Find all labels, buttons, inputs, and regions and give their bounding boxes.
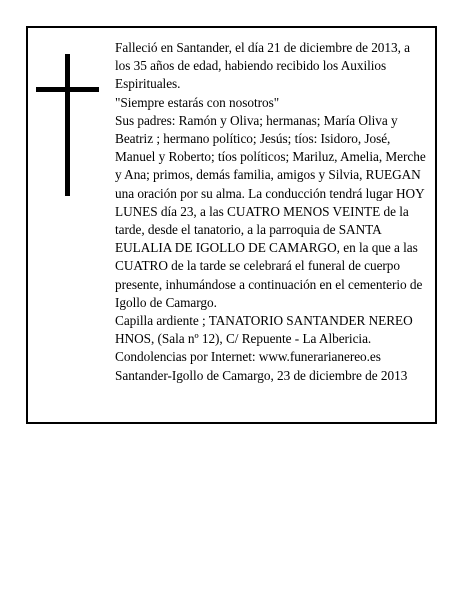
notice-text (115, 39, 427, 385)
cross-vertical-bar (65, 54, 70, 196)
chapel-location: Capilla ardiente ; TANATORIO SANTANDER NEREO HNOS, (Sala nº 12), C/ Repuente - La Albericia. (115, 313, 413, 347)
latin-cross-icon (36, 54, 99, 196)
place-and-date: Santander-Igollo de Camargo, 23 de diciembre de 2013 (115, 367, 408, 383)
death-announcement: Falleció en Santander, el día 21 de diciembre de 2013, a los 35 años de edad, habiendo recibido los Auxilios Espirituales. (115, 40, 411, 92)
family-and-service-details: Sus padres: Ramón y Oliva; hermanas; María Oliva y Beatriz ; hermano político; Jesús; tíos: Isidoro, José, Manuel y Roberto; tíos políticos; Mariluz, Amelia, Merche y Ana; primos, demás familia, amigos y Silvia, RUEGAN una oración por su alma. La conducción tendrá lugar HOY LUNES día 23, a las CUATRO MENOS VEINTE de la tarde, desde el tanatorio, a la parroquia de SANTA EULALIA DE IGOLLO DE CAMARGO, en la que a las CUATRO de la tarde se celebrará el funeral de cuerpo presente, inhumándose a continuación en el cementerio de Igollo de Camargo. (115, 112, 426, 310)
online-condolences: Condolencias por Internet: www.funerarianereo.es (115, 349, 381, 365)
cross-horizontal-bar (36, 87, 99, 92)
memorial-quote: "Siempre estarás con nosotros" (115, 94, 280, 110)
